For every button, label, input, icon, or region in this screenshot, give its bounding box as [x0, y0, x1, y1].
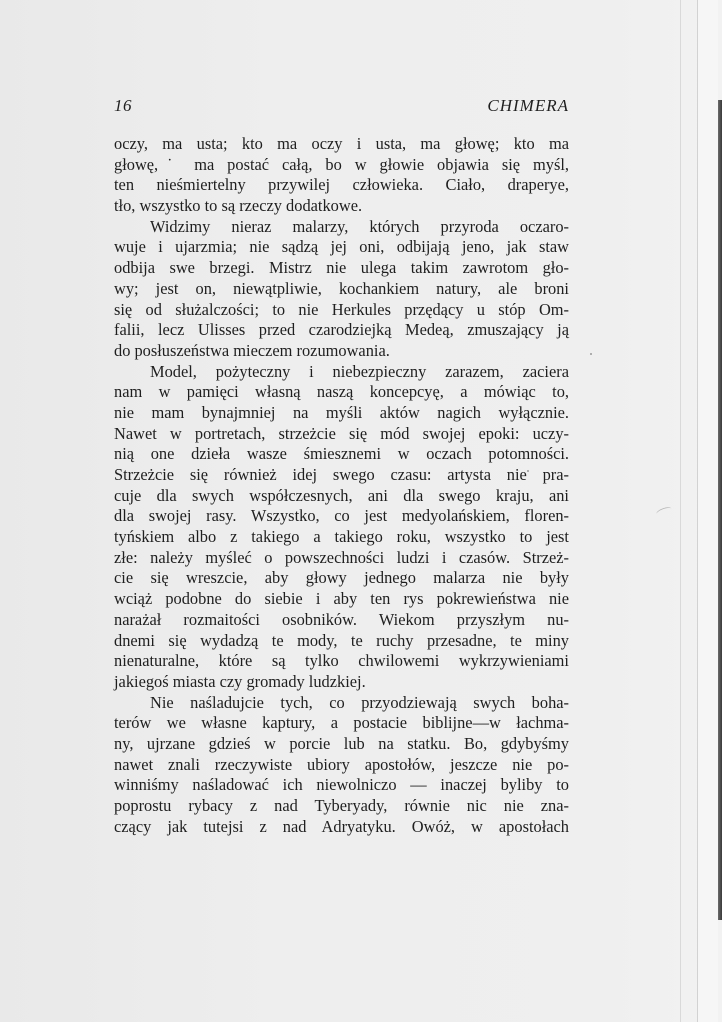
text-line: nią one dzieła wasze śmiesznemi w oczach potomności. — [114, 444, 569, 464]
page-header — [114, 96, 569, 118]
text-line: narażał rozmaitości osobników. Wiekom przyszłym nu- — [114, 609, 569, 629]
text-line: falii, lecz Ulisses przed czarodziejką Medeą, zmuszający ją — [114, 320, 569, 340]
text-line: poprostu rybacy z nad Tyberyady, równie nic nie zna- — [114, 796, 569, 815]
text-line: Widzimy nieraz malarzy, których przyroda oczaro- — [150, 216, 569, 236]
page-number: 16 — [114, 96, 132, 115]
text-line: ny, ujrzane gdzieś w porcie lub na statku. Bo, gdybyśmy — [114, 733, 569, 753]
body-text — [114, 134, 569, 837]
text-line: jakiegoś miasta czy gromady ludzkiej. — [114, 671, 366, 691]
text-line: terów we własne kaptury, a postacie biblijne—w łachma- — [114, 713, 569, 733]
text-line: cuje dla swych współczesnych, ani dla swego kraju, ani — [114, 485, 569, 505]
text-line: do posłuszeństwa mieczem rozumowania. — [114, 340, 390, 360]
text-line: się od służalczości; to nie Herkules przędący u stóp Om- — [114, 299, 569, 319]
paper-scratch-mark — [655, 505, 672, 517]
text-line: Nie naśladujcie tych, co przyodziewają swych boha- — [150, 692, 569, 712]
text-line: nie mam bynajmniej na myśli aktów nagich wyłącznie. — [114, 402, 569, 422]
paper-speck — [590, 353, 592, 355]
text-line: cie się wreszcie, aby głowy jednego malarza nie były — [114, 568, 569, 588]
text-line: nienaturalne, które są tylko chwilowemi wykrzywieniami — [114, 651, 569, 671]
text-line: wy; jest on, niewątpliwie, kochankiem natury, ale broni — [114, 278, 569, 298]
text-line: złe: należy myśleć o powszechności ludzi i czasów. Strzeż- — [114, 547, 569, 567]
text-line: odbija swe brzegi. Mistrz nie ulega takim zawrotom gło- — [114, 258, 569, 278]
page-gutter-line — [680, 0, 681, 1022]
text-line: ten nieśmiertelny przywilej człowieka. Ciało, draperye, — [114, 175, 569, 195]
paragraph — [114, 362, 569, 693]
text-line: dla swojej rasy. Wszystko, co jest medyolańskiem, floren- — [114, 506, 569, 526]
text-line: Nawet w portretach, strzeżcie się mód swojej epoki: uczy- — [114, 423, 569, 443]
paragraph — [114, 134, 569, 217]
paragraph — [114, 693, 569, 838]
text-line: tło, wszystko to są rzeczy dodatkowe. — [114, 196, 363, 216]
text-line: winniśmy naśladować ich niewolniczo — inaczej byliby to — [114, 775, 569, 795]
text-line: wciąż podobne do siebie i aby ten rys pokrewieństwa nie — [114, 589, 569, 609]
text-line: czący jak tutejsi z nad Adryatyku. Owóż, w apostołach — [114, 816, 569, 836]
text-line: wuje i ujarzmia; nie sądzą jej oni, odbijają jeno, jak staw — [114, 237, 569, 257]
text-line: oczy, ma usta; kto ma oczy i usta, ma głowę; kto ma — [114, 134, 569, 153]
book-edge-shadow — [718, 100, 722, 920]
paragraph — [114, 217, 569, 362]
text-line: dnemi się wydadzą te mody, te ruchy przesadne, te miny — [114, 630, 569, 650]
text-line: tyńskiem albo z takiego a takiego roku, wszystko to jest — [114, 527, 569, 547]
next-page-edge — [698, 0, 718, 1022]
text-line: Model, pożyteczny i niebezpieczny zarazem, zaciera — [150, 361, 569, 381]
running-title: CHIMERA — [487, 96, 569, 115]
text-line: nam w pamięci własną naszą koncepcyę, a mówiąc to, — [114, 382, 569, 402]
text-line: nawet znali rzeczywiste ubiory apostołów, jeszcze nie po- — [114, 754, 569, 774]
text-line: Strzeżcie się również idej swego czasu: artysta nie pra- — [114, 465, 569, 484]
text-line: głowę,˙ ma postać całą, bo w głowie objawia się myśl, — [114, 154, 569, 174]
